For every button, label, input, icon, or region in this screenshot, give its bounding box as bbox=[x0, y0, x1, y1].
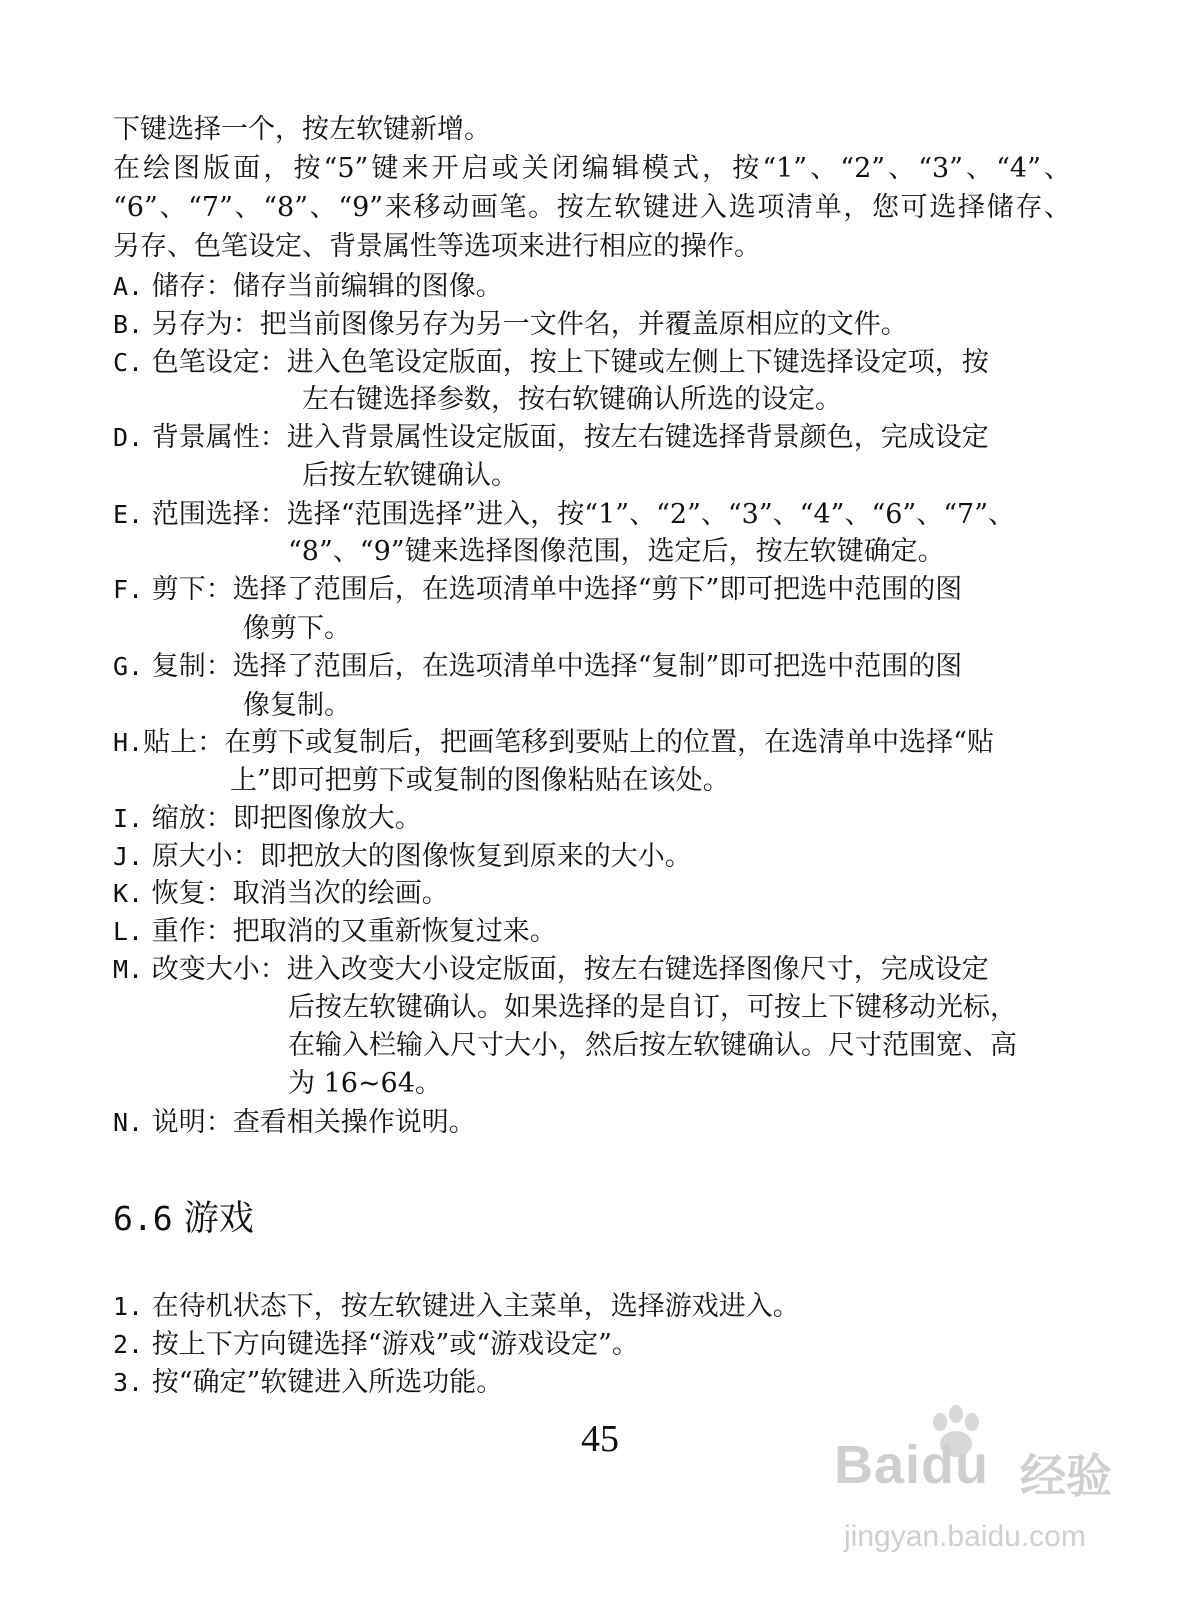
option-n: N. 说明：查看相关操作说明。 bbox=[113, 1107, 476, 1138]
option-f-continued: 像剪下。 bbox=[243, 613, 351, 644]
option-b: B. 另存为：把当前图像另存为另一文件名，并覆盖原相应的文件。 bbox=[113, 309, 908, 340]
option-d-continued: 后按左软键确认。 bbox=[302, 460, 518, 491]
section-title: 游戏 bbox=[183, 1199, 254, 1239]
watermark-url: jingyan.baidu.com bbox=[844, 1520, 1086, 1553]
option-g-continued: 像复制。 bbox=[243, 690, 351, 721]
step-3: 3. 按“确定”软键进入所选功能。 bbox=[113, 1367, 504, 1398]
section-heading bbox=[113, 1197, 254, 1241]
option-g: G. 复制：选择了范围后，在选项清单中选择“复制”即可把选中范围的图 bbox=[113, 651, 963, 682]
option-f: F. 剪下：选择了范围后，在选项清单中选择“剪下”即可把选中范围的图 bbox=[113, 574, 963, 605]
option-c: C. 色笔设定：进入色笔设定版面，按上下键或左侧上下键选择设定项，按 bbox=[113, 347, 989, 378]
page-number: 45 bbox=[581, 1418, 619, 1460]
option-d: D. 背景属性：进入背景属性设定版面，按左右键选择背景颜色，完成设定 bbox=[113, 422, 989, 453]
intro-line-4: 另存、色笔设定、背景属性等选项来进行相应的操作。 bbox=[113, 231, 761, 262]
option-l: L. 重作：把取消的又重新恢复过来。 bbox=[113, 916, 557, 947]
option-e: E. 范围选择：选择“范围选择”进入，按“1”、“2”、“3”、“4”、“6”、“7”、 bbox=[113, 499, 1016, 530]
option-e-continued: “8”、“9”键来选择图像范围，选定后，按左软键确定。 bbox=[288, 536, 945, 567]
intro-line-3: “6”、“7”、“8”、“9”来移动画笔。按左软键进入选项清单，您可选择储存、 bbox=[113, 192, 1071, 223]
intro-line-2: 在绘图版面，按“5”键来开启或关闭编辑模式，按“1”、“2”、“3”、“4”、 bbox=[113, 153, 1071, 184]
step-2: 2. 按上下方向键选择“游戏”或“游戏设定”。 bbox=[113, 1329, 639, 1360]
option-a: A. 储存：储存当前编辑的图像。 bbox=[113, 271, 503, 302]
option-m-continued-2: 在输入栏输入尺寸大小，然后按左软键确认。尺寸范围宽、高 bbox=[288, 1030, 1017, 1061]
option-j: J. 原大小：即把放大的图像恢复到原来的大小。 bbox=[113, 841, 692, 872]
baidu-watermark bbox=[800, 1400, 1180, 1590]
option-k: K. 恢复：取消当次的绘画。 bbox=[113, 878, 449, 909]
option-m: M. 改变大小：进入改变大小设定版面，按左右键选择图像尺寸，完成设定 bbox=[113, 954, 989, 985]
section-number: 6.6 bbox=[113, 1199, 173, 1238]
intro-line-1: 下键选择一个，按左软键新增。 bbox=[113, 114, 491, 145]
watermark-cn: 经验 bbox=[1020, 1449, 1112, 1503]
option-h: H.贴上：在剪下或复制后，把画笔移到要贴上的位置，在选清单中选择“贴 bbox=[113, 727, 994, 758]
option-m-continued-3: 为 16~64。 bbox=[288, 1068, 442, 1099]
watermark-logo: Baidu bbox=[834, 1435, 990, 1495]
option-i: I. 缩放：即把图像放大。 bbox=[113, 803, 422, 834]
option-m-continued-1: 后按左软键确认。如果选择的是自订，可按上下键移动光标， bbox=[288, 992, 1017, 1023]
option-h-continued: 上”即可把剪下或复制的图像粘贴在该处。 bbox=[230, 765, 730, 796]
step-1: 1. 在待机状态下，按左软键进入主菜单，选择游戏进入。 bbox=[113, 1291, 800, 1322]
option-c-continued: 左右键选择参数，按右软键确认所选的设定。 bbox=[302, 384, 842, 415]
